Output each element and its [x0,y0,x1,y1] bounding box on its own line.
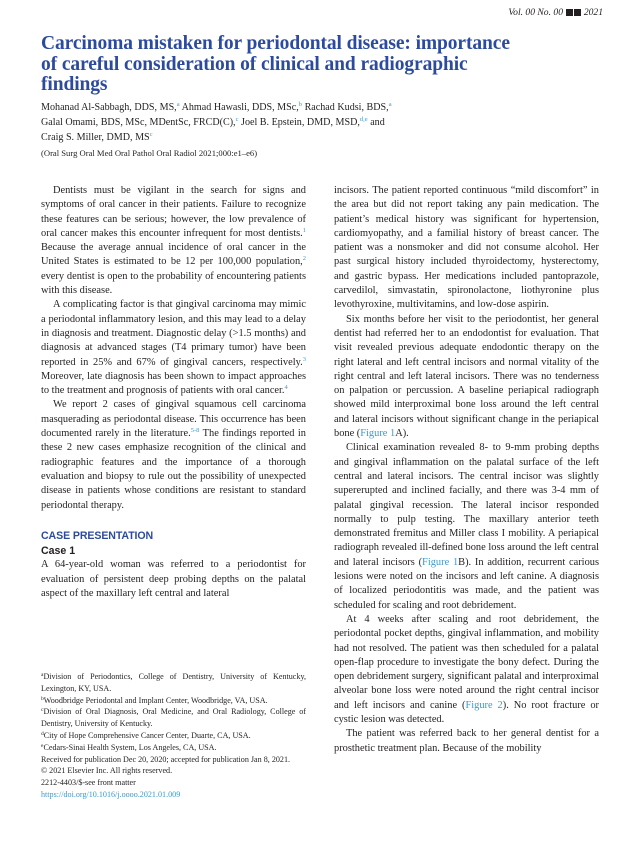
text: The findings reported in these 2 new cases emphasize recognition of the clinical and radiographic features and the importance of a thorough evaluation and biopsy to rule out the possibility of unexpected disease in patients whose conditions are resistant to standard periodontal therapy. [41,428,306,511]
reference-link[interactable]: 3 [302,355,306,363]
paragraph [41,298,306,398]
paragraph [334,313,599,442]
affiliation-note [41,730,306,742]
sub-heading: Case 1 [41,545,76,558]
affiliation-note [41,695,306,707]
redacted-square-icon [566,9,573,16]
text: Moreover, late diagnosis has been shown to impact approaches to the treatment and prognosis of patients with oral cancer. [41,370,306,397]
text: Division of Oral Diagnosis, Oral Medicine, and Oral Radiology, College of Dentistry, University of Kentucky. [41,707,306,729]
paragraph: incisors. The patient reported continuous “mild discomfort” in the area but did not report taking any pain medication. The patient’s medical history was significant for hypertension, cardiomyopathy, and a familial history of breast cancer. The patient was a nonsmoker and did not consume alcohol. Her past surgical history included thyroidectomy, hysterectomy, and gastric bypass. Her medications included pantoprazole, carvedilol, simvastatin, spironolactone, liothyronine plus levothyroxine, multivitamins, and low-dose aspirin. [334,185,599,311]
author: Joel B. Epstein, DMD, MSD, [241,116,360,128]
journal-issue-header [508,7,603,18]
paragraph: A 64-year-old woman was referred to a periodontist for evaluation of persistent deep probing depths on the palatal aspect of the maxillary left central and lateral [41,559,306,600]
text: Woodbridge Periodontal and Implant Center, Woodbridge, VA, USA. [43,695,268,705]
paragraph: The patient was referred back to her general dentist for a prosthetic treatment plan. Because of the mobility [334,728,599,754]
affiliation-note [41,742,306,754]
text: City of Hope Comprehensive Cancer Center, Duarte, CA, USA. [43,730,251,740]
text: Clinical examination revealed 8- to 9-mm probing depths and gingival inflammation on the palatal surface of the left central and lateral incisors. The central incisor was slightly supererupted and inclined facially, and there was 3-4 mm of palatal gingival recession. The lateral incisor responded normally to pulp testing. The maxillary anterior teeth demonstrated fremitus and Miller class I mobility. A periapical radiograph revealed ill-defined bone loss around the left central and lateral incisors ( [334,442,599,568]
text: A). [395,428,409,440]
affiliation-ref[interactable]: a [388,101,392,108]
text: Cedars-Sinai Health System, Los Angeles, CA, USA. [43,742,217,752]
text: Because the average annual incidence of oral cancer in the United States is estimated to be 12 per 100,000 population, [41,242,306,268]
article-title: Carcinoma mistaken for periodontal disease: importance of careful consideration of clinical and radiographic findings [41,33,510,95]
left-column [41,184,306,601]
affiliation-ref[interactable]: b [298,101,303,108]
author: Mohanad Al-Sabbagh, DDS, MS, [41,102,177,113]
journal-citation: (Oral Surg Oral Med Oral Pathol Oral Radiol 2021;000:e1–e6) [41,148,258,158]
text: ). No root fracture or cystic lesion was detected. [334,699,599,725]
issn: 2212-4403/$-see front matter [41,778,136,788]
text: Six months before her visit to the periodontist, her general dentist had referred her to an endodontist for evaluation. That visit revealed previous adequate endodontic therapy on the right lateral and left central incisors and normal vitality of the right central and left lateral incisors. There was no tenderness on palpation or percussion. A baseline periapical radiograph showed mild interproximal bone loss around the left central and lateral incisors without significant change in the periapical bone ( [334,313,599,440]
affiliation-note [41,671,306,695]
paragraph [334,613,599,727]
text: We report 2 cases of gingival squamous cell carcinoma masquerading as periodontal disease. This occurrence has been documented rarely in the literature. [41,399,306,440]
year-label: 2021 [583,7,603,18]
text: Division of Periodontics, College of Dentistry, University of Kentucky, Lexington, KY, USA. [41,672,306,693]
affiliation-ref[interactable]: c [235,115,239,123]
author: Craig S. Miller, DMD, MS [41,131,150,143]
text: Dentists must be vigilant in the search for signs and symptoms of oral cancer in their patients. Failure to recognize these features can be serious; however, the low prevalence of oral cancer makes this encounter infrequent for most dentists. [41,185,306,239]
affiliation-key: a [41,672,44,678]
received-date: Received for publication Dec 20, 2020; accepted for publication Jan 8, 2021. [41,754,291,764]
affiliation-key: c [41,707,44,714]
author: Rachad Kudsi, BDS, [304,102,389,113]
author-list [41,101,511,145]
affiliation-key: b [41,695,44,702]
affiliation-ref[interactable]: c [149,130,153,138]
text: every dentist is open to the probability of encountering patients with this disease. [41,270,306,297]
figure-link[interactable]: Figure 1 [422,556,459,568]
section-heading: CASE PRESENTATION [41,529,154,542]
reference-link[interactable]: 2 [302,255,306,263]
paragraph [334,441,599,613]
affiliation-ref[interactable]: d,e [359,115,368,123]
redacted-square-icon [574,9,581,16]
copyright: © 2021 Elsevier Inc. All rights reserved. [41,766,173,776]
volume-label: Vol. 00 No. 00 [508,7,563,18]
text: A complicating factor is that gingival carcinoma may mimic a periodontal inflammatory lesion, and this may lead to a delay in diagnosis and treatment. Diagnostic delay (>1.5 months) and diagnosis at advanced stages (T4 primary tumor) have been reported in 25% and 67% of gingival cancers, respectively. [41,299,306,368]
paragraph [41,398,306,512]
doi-link[interactable]: https://doi.org/10.1016/j.oooo.2021.01.009 [41,789,181,799]
right-column [334,184,599,756]
text: At 4 weeks after scaling and root debridement, the periodontal pocket depths, gingival inflammation, and mobility had not resolved. The patient was then scheduled for a palatal open-flap procedure to investigate the bony defect. During the open debridement surgery, significant palatal and interproximal alveolar bone loss were noted around the right central incisor and left incisors and canine ( [334,613,599,711]
author: Galal Omami, BDS, MSc, MDentSc, FRCD(C), [41,116,236,128]
and-conjunction: and [370,116,385,128]
paragraph [41,184,306,298]
text: B). In addition, recurrent carious lesions were noted on the incisors and left canine. A diagnosis of localized periodontitis was made, and the patient was scheduled for scaling and root debridement. [334,556,599,611]
reference-link[interactable]: 1 [302,226,306,234]
author: Ahmad Hawasli, DDS, MSc, [181,102,299,113]
reference-link[interactable]: 4 [284,384,288,392]
figure-link[interactable]: Figure 1 [360,428,396,440]
affiliation-key: d [41,730,44,737]
footnotes [41,671,306,801]
figure-link[interactable]: Figure 2 [465,699,503,711]
reference-link[interactable]: 5-8 [190,427,200,435]
affiliation-key: e [41,742,44,749]
affiliation-note [41,706,306,730]
affiliation-ref[interactable]: a [176,101,180,108]
